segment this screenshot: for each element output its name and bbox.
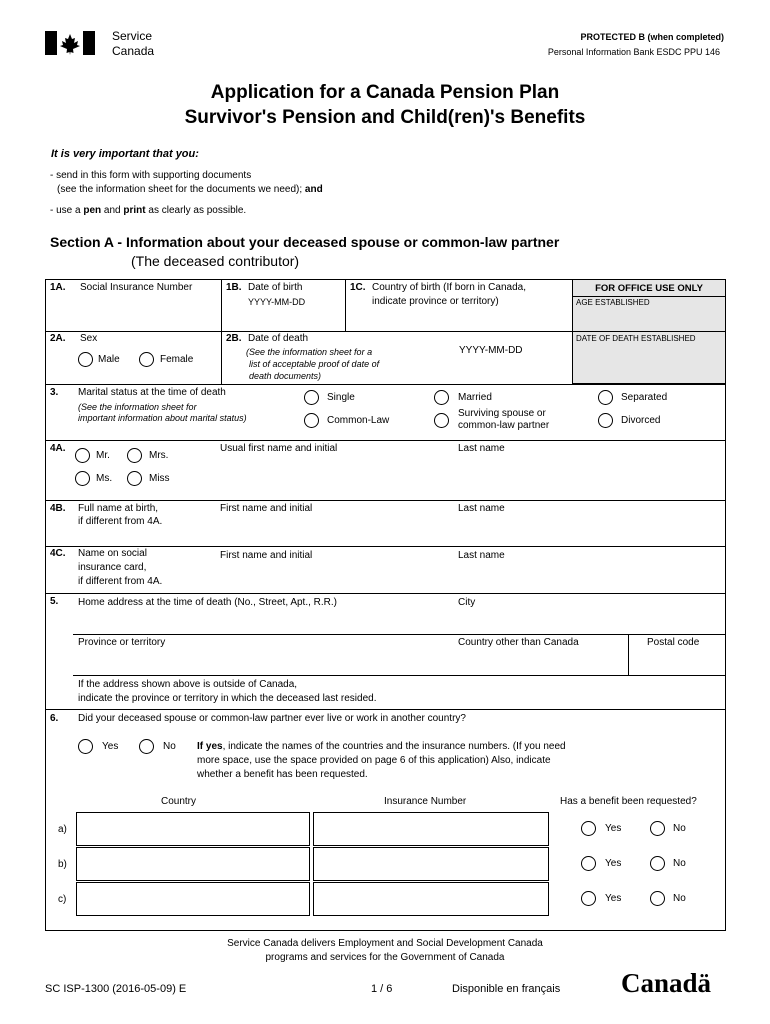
benefit-no-label-b: No	[673, 858, 686, 869]
q4c-label3: if different from 4A.	[78, 576, 163, 587]
q4a-last-label: Last name	[458, 443, 505, 454]
q4c-label2: insurance card,	[78, 562, 147, 573]
female-label: Female	[160, 354, 194, 365]
benefit-no-label-a: No	[673, 823, 686, 834]
insurance-input-a[interactable]	[313, 812, 549, 846]
benefit-yes-label-b: Yes	[605, 858, 622, 869]
male-label: Male	[98, 354, 120, 365]
divider	[345, 279, 346, 331]
q6-ifyes-line1	[197, 741, 566, 753]
important-heading: It is very important that you:	[51, 148, 199, 160]
divider	[45, 384, 726, 385]
usual-last-name-input[interactable]	[458, 460, 722, 496]
sin-card-last-name-input[interactable]	[458, 566, 722, 592]
q6-question: Did your deceased spouse or common-law partner ever live or work in another country?	[78, 713, 466, 724]
radio-ms[interactable]	[75, 471, 90, 486]
radio-male[interactable]	[78, 352, 93, 367]
q3-note1: (See the information sheet for	[78, 402, 197, 412]
benefit-no-label-c: No	[673, 893, 686, 904]
country-input-a[interactable]	[76, 812, 310, 846]
radio-benefit-no-a[interactable]	[650, 821, 665, 836]
office-death-established: DATE OF DEATH ESTABLISHED	[576, 334, 696, 343]
q6-yes-label: Yes	[102, 741, 119, 752]
section-a-subtitle: (The deceased contributor)	[131, 253, 300, 269]
instruction-pen-word: pen	[83, 205, 102, 216]
divorced-label: Divorced	[621, 415, 661, 426]
radio-q6-no[interactable]	[139, 739, 154, 754]
city-input[interactable]	[458, 611, 722, 633]
q6-col-insurance: Insurance Number	[384, 796, 467, 807]
q1b-format: YYYY-MM-DD	[248, 297, 306, 307]
radio-female[interactable]	[139, 352, 154, 367]
divider	[221, 279, 222, 384]
q2b-format: YYYY-MM-DD	[459, 345, 523, 356]
radio-q6-yes[interactable]	[78, 739, 93, 754]
section-a-title: Section A - Information about your deceased spouse or common-law partner	[50, 234, 560, 250]
q4c-label1: Name on social	[78, 548, 147, 559]
instruction-print-word: print	[123, 205, 146, 216]
office-age-established: AGE ESTABLISHED	[576, 298, 650, 307]
q1c-label: Country of birth (If born in Canada,	[372, 282, 526, 293]
home-address-input[interactable]	[78, 611, 452, 633]
instruction-documents	[50, 170, 251, 182]
q4a-number: 4A.	[50, 443, 66, 454]
q2b-label: Date of death	[248, 333, 309, 344]
q6-col-country: Country	[161, 796, 197, 807]
divider	[45, 546, 726, 547]
benefit-yes-label-c: Yes	[605, 893, 622, 904]
q4a-first-label: Usual first name and initial	[220, 443, 338, 454]
q3-number: 3.	[50, 387, 59, 398]
instruction-pen-and: and	[103, 205, 121, 216]
q2b-note3: death documents)	[249, 371, 322, 381]
date-of-death-input[interactable]	[440, 358, 569, 380]
surviving-label2: common-law partner	[458, 420, 550, 431]
q2a-number: 2A.	[50, 333, 66, 344]
divider	[73, 675, 726, 676]
common-law-label: Common-Law	[327, 415, 390, 426]
q5-city-label: City	[458, 597, 476, 608]
q6-ifyes-line2: more space, use the space provided on page 6 of this application) Also, indicate	[197, 755, 551, 766]
q4b-last-label: Last name	[458, 503, 505, 514]
radio-single[interactable]	[304, 390, 319, 405]
married-label: Married	[458, 392, 492, 403]
q4c-first-label: First name and initial	[220, 550, 313, 561]
government-flag-logo	[45, 31, 95, 55]
q5-country-label: Country other than Canada	[458, 637, 579, 648]
sin-card-first-name-input[interactable]	[220, 566, 454, 592]
q6-number: 6.	[50, 713, 59, 724]
instruction-and: and	[304, 184, 323, 195]
mr-label: Mr.	[96, 450, 110, 461]
q3-note2: important information about marital status)	[78, 413, 247, 423]
q1c-number: 1C.	[350, 282, 366, 293]
q1b-number: 1B.	[226, 282, 242, 293]
birth-first-name-input[interactable]	[220, 518, 454, 544]
radio-divorced[interactable]	[598, 413, 613, 428]
benefit-yes-label-a: Yes	[605, 823, 622, 834]
birth-last-name-input[interactable]	[458, 518, 722, 544]
divider	[628, 634, 629, 675]
divider	[45, 500, 726, 501]
q5-address-label: Home address at the time of death (No., Street, Apt., R.R.)	[78, 597, 338, 608]
radio-miss[interactable]	[127, 471, 142, 486]
postal-code-input[interactable]	[633, 651, 725, 673]
q2a-label: Sex	[80, 333, 98, 344]
instruction-pen-post: as clearly as possible.	[148, 205, 247, 216]
form-number: SC ISP-1300 (2016-05-09) E	[45, 983, 187, 995]
q4c-last-label: Last name	[458, 550, 505, 561]
footer-line2: programs and services for the Government of Canada	[265, 952, 505, 963]
instruction-documents-a: - send in this form with supporting documents	[50, 170, 252, 181]
date-of-birth-input[interactable]	[226, 310, 344, 330]
radio-benefit-yes-a[interactable]	[581, 821, 596, 836]
q6-col-benefit: Has a benefit been requested?	[560, 796, 697, 807]
footer-line1: Service Canada delivers Employment and Social Development Canada	[227, 938, 543, 949]
q5-outside-line1: If the address shown above is outside of Canada,	[78, 679, 298, 690]
radio-benefit-no-c[interactable]	[650, 891, 665, 906]
divider	[45, 593, 726, 594]
french-available-link[interactable]: Disponible en français	[452, 983, 561, 995]
q3-label: Marital status at the time of death	[78, 387, 226, 398]
ms-label: Ms.	[96, 473, 113, 484]
radio-married[interactable]	[434, 390, 449, 405]
divider	[572, 331, 726, 332]
page-number: 1 / 6	[371, 983, 393, 995]
q1b-label: Date of birth	[248, 282, 303, 293]
q4b-label1: Full name at birth,	[78, 503, 159, 514]
radio-benefit-yes-b[interactable]	[581, 856, 596, 871]
q5-number: 5.	[50, 596, 59, 607]
instruction-documents-b-text: (see the information sheet for the documents we need);	[57, 184, 303, 195]
department-name-line2: Canada	[112, 44, 155, 58]
separated-label: Separated	[621, 392, 668, 403]
single-label: Single	[327, 392, 355, 403]
department-name-line1: Service	[112, 29, 153, 43]
canada-wordmark: Canadä	[621, 968, 712, 998]
instruction-pen-pre: - use a	[50, 205, 81, 216]
q6-ifyes-bold: If yes	[197, 741, 223, 752]
radio-common-law[interactable]	[304, 413, 319, 428]
q4b-first-label: First name and initial	[220, 503, 313, 514]
form-title-line1: Application for a Canada Pension Plan	[210, 82, 560, 103]
insurance-input-b[interactable]	[313, 847, 549, 881]
q6-ifyes-text1: , indicate the names of the countries and the insurance numbers. (If you need	[222, 741, 566, 752]
divider	[45, 331, 572, 332]
q4b-label2: if different from 4A.	[78, 516, 163, 527]
q5-postal-label: Postal code	[647, 637, 700, 648]
divider	[45, 440, 726, 441]
radio-benefit-yes-c[interactable]	[581, 891, 596, 906]
instruction-pen	[50, 205, 246, 217]
row-b-label: b)	[58, 859, 67, 870]
q6-ifyes-line3: whether a benefit has been requested.	[197, 769, 368, 780]
surviving-label1: Surviving spouse or	[458, 408, 546, 419]
q2b-note1: (See the information sheet for a	[246, 347, 373, 357]
q1a-number: 1A.	[50, 282, 66, 293]
q2b-number: 2B.	[226, 333, 242, 344]
instruction-documents-b	[57, 184, 323, 196]
office-use-title: FOR OFFICE USE ONLY	[595, 283, 703, 294]
radio-mr[interactable]	[75, 448, 90, 463]
province-input[interactable]	[78, 651, 452, 673]
country-input-b[interactable]	[76, 847, 310, 881]
q5-outside-line2: indicate the province or territory in which the deceased last resided.	[78, 693, 377, 704]
row-c-label: c)	[58, 894, 67, 905]
radio-mrs[interactable]	[127, 448, 142, 463]
mrs-label: Mrs.	[149, 450, 169, 461]
insurance-input-c[interactable]	[313, 882, 549, 916]
form-title-line2: Survivor's Pension and Child(ren)'s Benefits	[184, 107, 586, 128]
q1c-label2: indicate province or territory)	[372, 296, 499, 307]
radio-separated[interactable]	[598, 390, 613, 405]
personal-info-bank: Personal Information Bank ESDC PPU 146	[547, 47, 720, 57]
q1a-label: Social Insurance Number	[80, 282, 193, 293]
q5-province-label: Province or territory	[78, 637, 166, 648]
protected-label: PROTECTED B (when completed)	[580, 32, 724, 42]
divider	[45, 709, 726, 710]
miss-label: Miss	[149, 473, 170, 484]
usual-first-name-input[interactable]	[220, 460, 454, 496]
country-other-input[interactable]	[458, 651, 627, 673]
row-a-label: a)	[58, 824, 67, 835]
sin-input[interactable]	[50, 300, 219, 328]
radio-surviving-spouse[interactable]	[434, 413, 449, 428]
q4c-number: 4C.	[50, 548, 66, 559]
country-input-c[interactable]	[76, 882, 310, 916]
country-of-birth-input[interactable]	[350, 310, 572, 330]
radio-benefit-no-b[interactable]	[650, 856, 665, 871]
q4b-number: 4B.	[50, 503, 66, 514]
q2b-note2: list of acceptable proof of date of	[249, 359, 380, 369]
q6-no-label: No	[163, 741, 176, 752]
